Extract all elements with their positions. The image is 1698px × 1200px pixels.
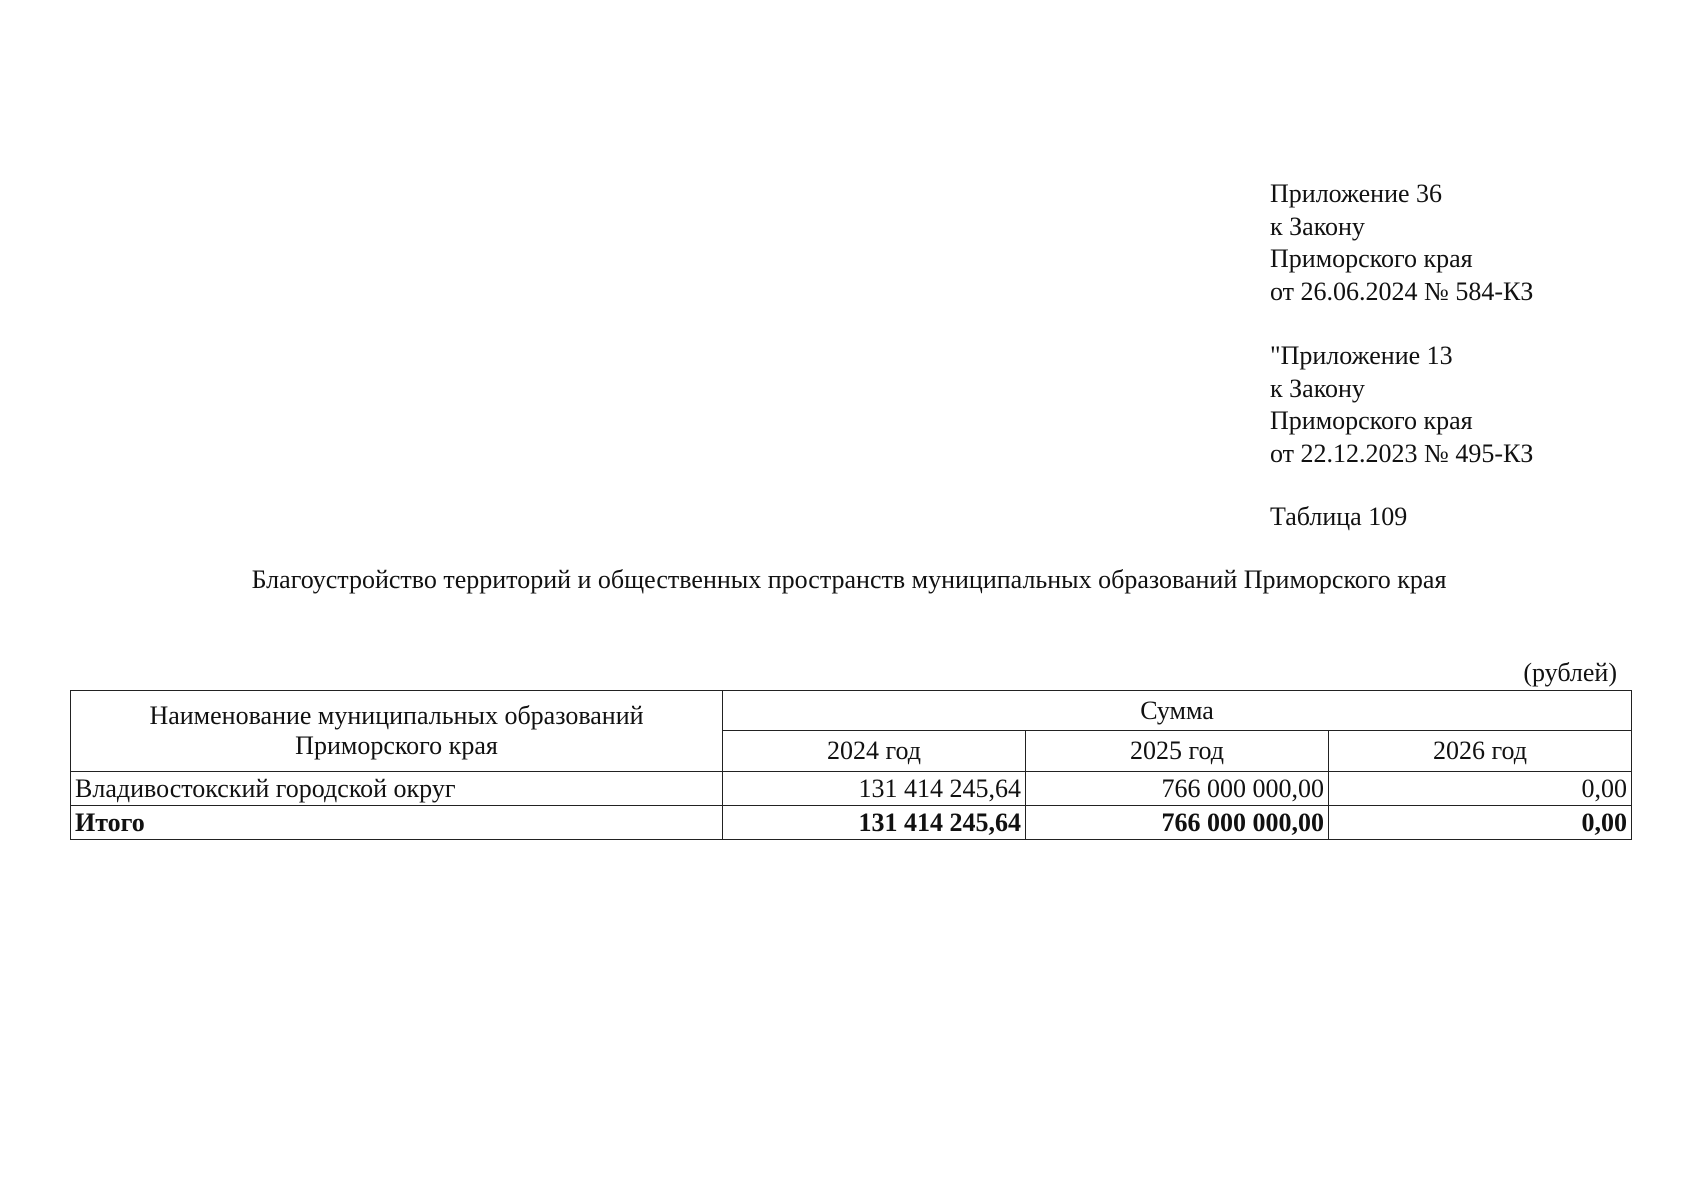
municipality-name: Владивостокский городской округ [71,772,723,806]
table-header-row [71,691,1632,731]
appendix-36-law: к Закону [1270,211,1365,241]
header-year-2025: 2025 год [1026,731,1329,772]
amount-2025: 766 000 000,00 [1026,772,1329,806]
header-year-2024: 2024 год [723,731,1026,772]
appendix-13-title: "Приложение 13 [1270,341,1453,370]
appendix-36-block [1270,178,1533,308]
total-2026: 0,00 [1329,806,1632,840]
total-2024: 131 414 245,64 [723,806,1026,840]
amount-2024: 131 414 245,64 [723,772,1026,806]
header-municipality-line1: Наименование муниципальных образований [149,701,644,730]
appendix-13-block [1270,340,1533,470]
header-sum: Сумма [723,691,1632,731]
appendix-36-title: Приложение 36 [1270,179,1443,208]
appendix-36-date: от 26.06.2024 № 584-КЗ [1270,276,1534,306]
units-label: (рублей) [1523,658,1617,687]
header-municipality [71,691,723,772]
header-municipality-line2: Приморского края [295,731,498,760]
appendix-13-region: Приморского края [1270,406,1473,435]
appendix-13-date: от 22.12.2023 № 495-КЗ [1270,438,1534,468]
header-year-2026: 2026 год [1329,731,1632,772]
budget-table [70,690,1632,840]
appendix-13-law: к Закону [1270,373,1365,403]
total-2025: 766 000 000,00 [1026,806,1329,840]
document-title: Благоустройство территорий и общественных пространств муниципальных образований Приморского края [251,565,1447,594]
amount-2026: 0,00 [1329,772,1632,806]
table-row [71,772,1632,806]
total-label: Итого [71,806,723,840]
total-row [71,806,1632,840]
table-number: Таблица 109 [1270,502,1408,531]
appendix-36-region: Приморского края [1270,244,1473,273]
